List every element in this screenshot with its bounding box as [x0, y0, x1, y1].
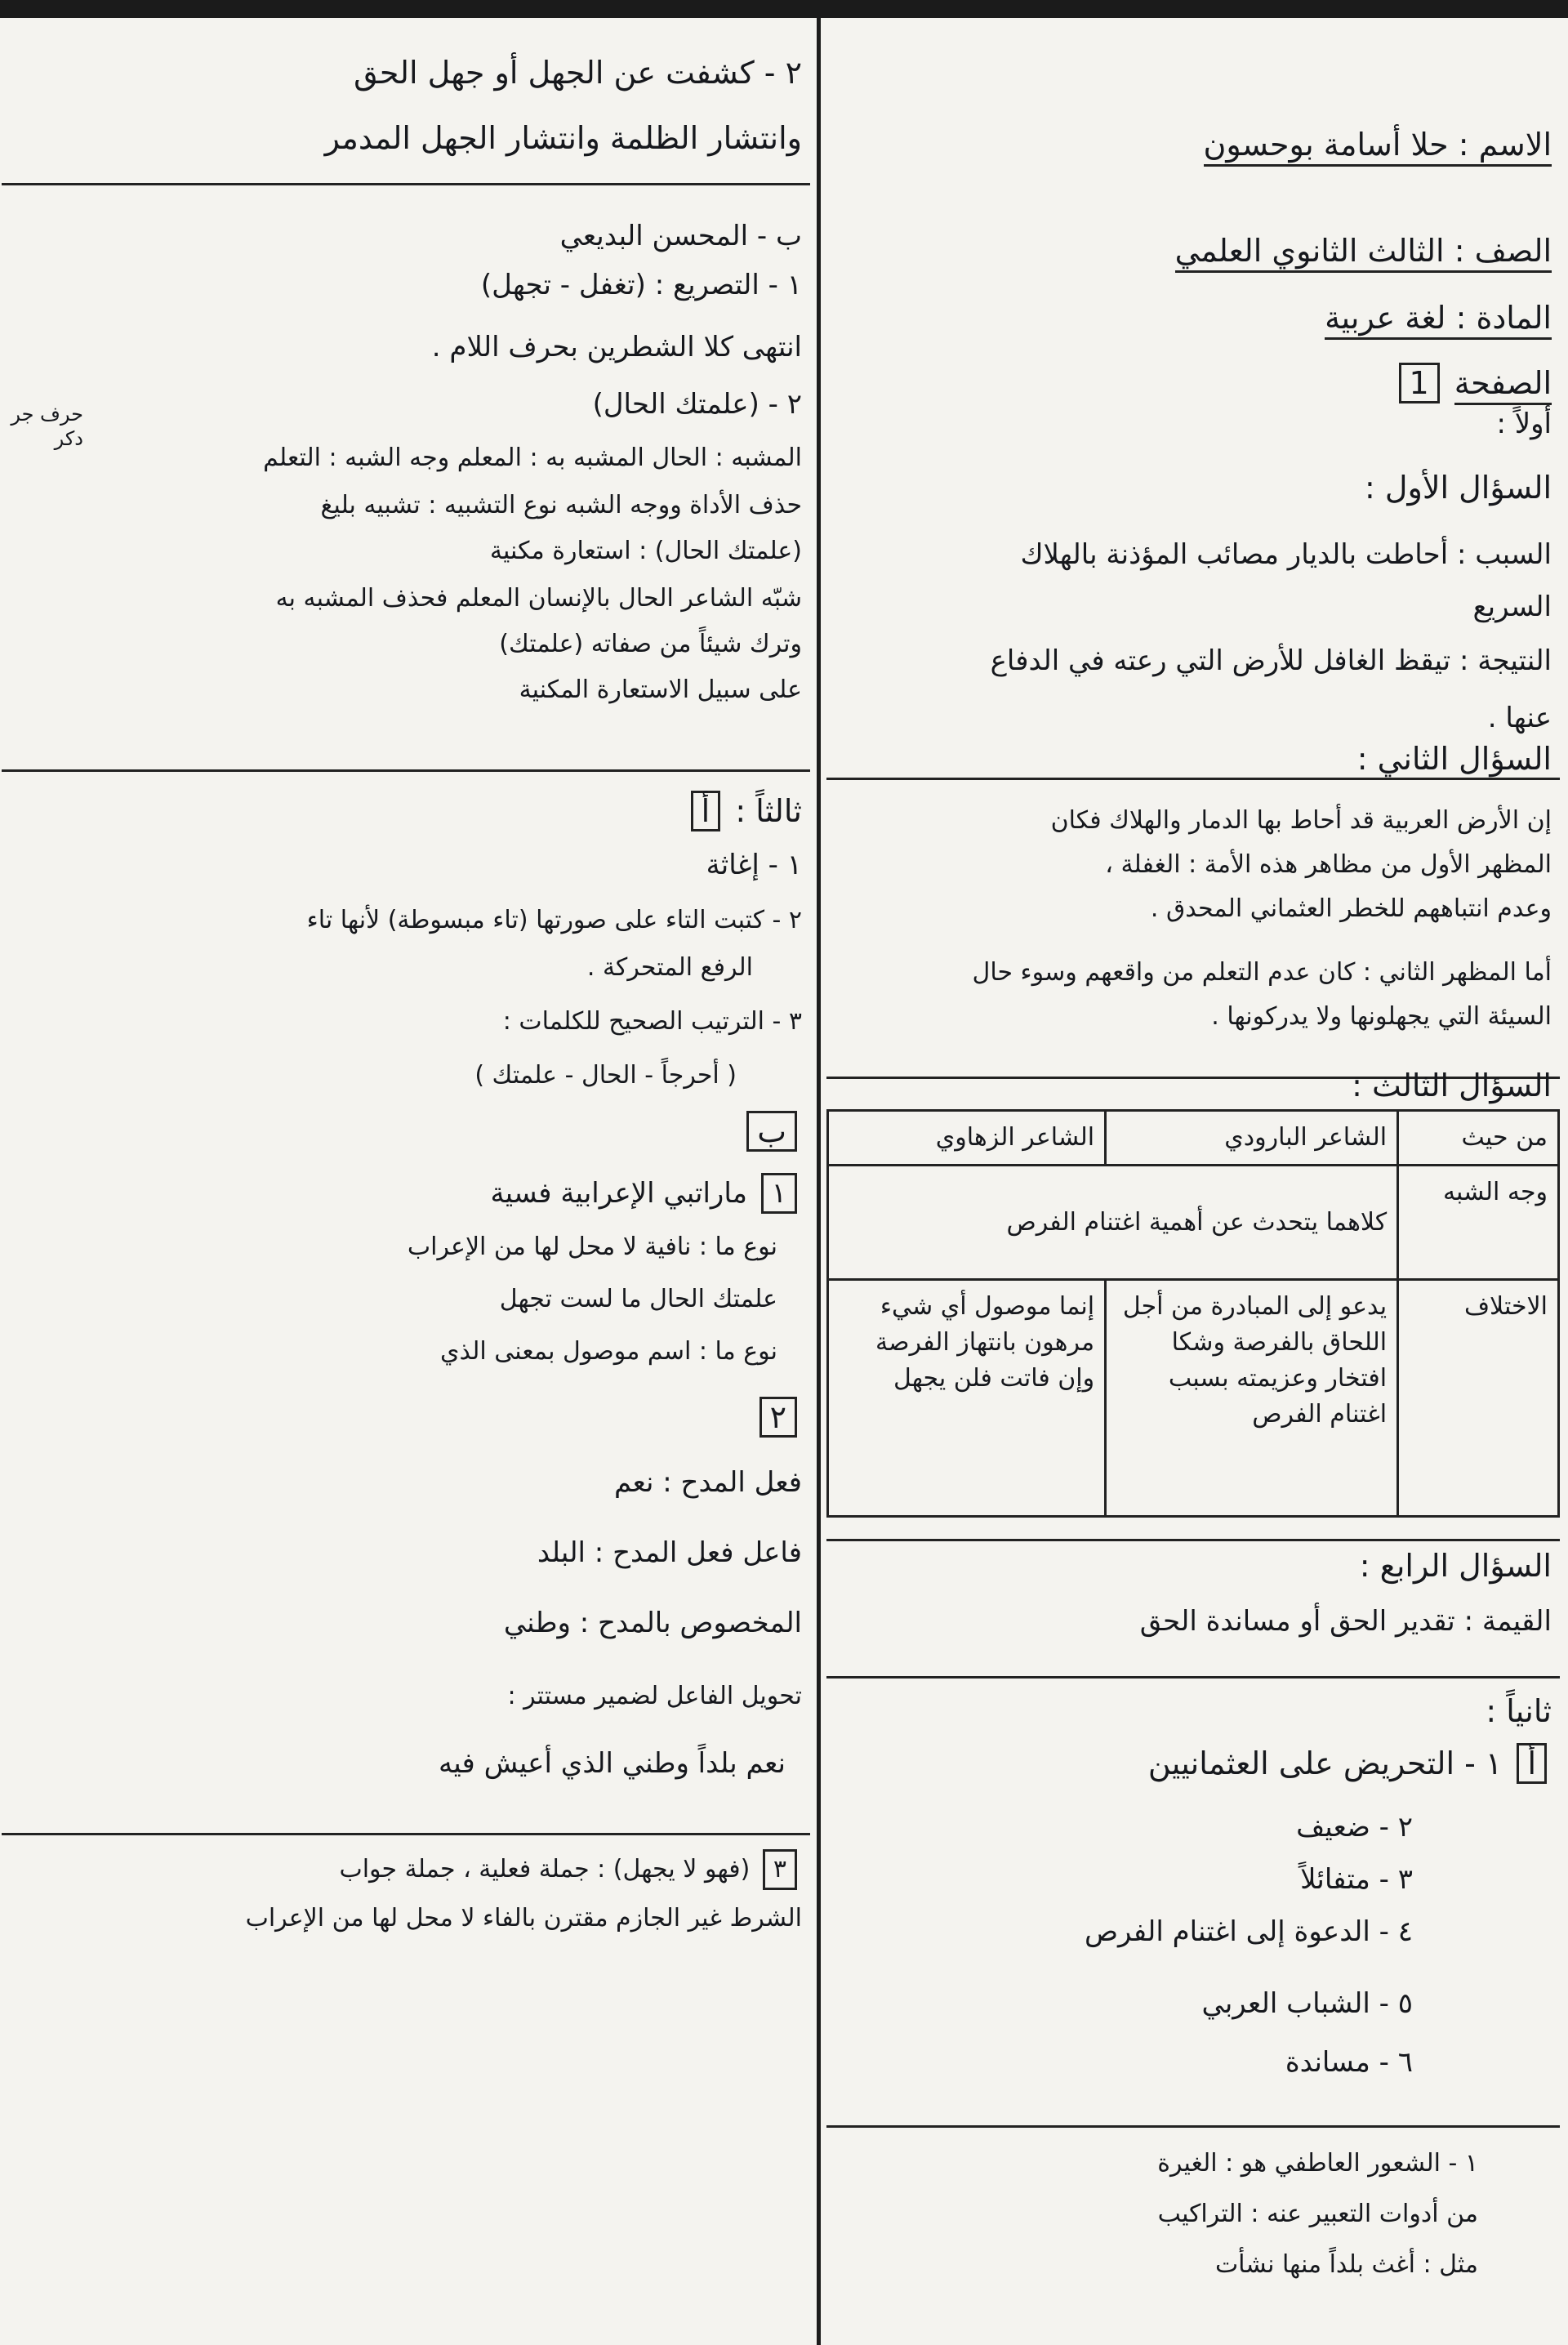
q4-title: السؤال الرابع : — [1359, 1548, 1552, 1584]
b2-heading — [18, 1109, 802, 1153]
b-line-5: حذف الأداة ووجه الشبه نوع التشبيه : تشبيه بليغ — [320, 491, 802, 519]
scan-top-edge — [0, 0, 1568, 18]
q2-line-4: أما المظهر الثاني : كان عدم التعلم من واقعهم وسوء حال — [972, 958, 1552, 987]
table-header-cell: الشاعر البارودي — [1106, 1111, 1398, 1166]
subject-line: المادة : لغة عربية — [835, 296, 1552, 340]
divider-second — [826, 2125, 1560, 2128]
second-item-2: ٢ - ضعيف — [1296, 1811, 1413, 1843]
third-title-text: ثالثاً : — [735, 793, 802, 829]
second-item-1-text: ١ - التحريض على العثمانيين — [1147, 1745, 1503, 1781]
third-line-1: ١ - إغاثة — [706, 849, 802, 881]
q2-line-5: السيئة التي يجهلونها ولا يدركونها . — [1211, 1002, 1552, 1031]
second-box-a: أ — [1517, 1743, 1547, 1784]
b3-line-2: الشرط غير الجازم مقترن بالفاء لا محل لها من الإعراب — [245, 1904, 802, 1933]
q2-line-3: وعدم انتباههم للخطر العثماني المحدق . — [1150, 894, 1552, 923]
q1-result-line-1: النتيجة : تيقظ الغافل للأرض التي رعته في الدفاع — [990, 644, 1552, 677]
b-line-9: على سبيل الاستعارة المكنية — [519, 675, 802, 704]
table-row — [828, 1111, 1559, 1166]
third-line-4: ٣ - الترتيب الصحيح للكلمات : — [502, 1007, 802, 1036]
page-label: الصفحة 1 — [835, 361, 1552, 405]
table-row — [828, 1166, 1559, 1280]
third-line-3: الرفع المتحركة . — [586, 953, 753, 982]
bottom-line-1: ١ - الشعور العاطفي هو : الغيرة — [1157, 2149, 1478, 2178]
third-title — [18, 789, 802, 833]
difference-label: الاختلاف — [1398, 1280, 1559, 1517]
third-box-a: أ — [691, 791, 721, 831]
column-divider — [817, 18, 821, 2345]
b-line-4: المشبه : الحال المشبه به : المعلم وجه الشبه : التعلم — [263, 444, 802, 472]
comparison-table — [826, 1109, 1560, 1518]
q2-title: السؤال الثاني : — [1356, 741, 1552, 777]
b2-item-1-c: نوع ما : اسم موصول بمعنى الذي — [440, 1337, 777, 1366]
bottom-line-3: مثل : أغث بلداً منها نشأت — [1214, 2250, 1478, 2279]
divider-b2 — [2, 1833, 810, 1835]
b2-item-1 — [18, 1171, 802, 1215]
b-line-7: شبّه الشاعر الحال بالإنسان المعلم فحذف المشبه به — [275, 584, 802, 613]
second-item-6: ٦ - مساندة — [1285, 2046, 1413, 2079]
third-line-5: ( أحرجاً - الحال - علمتك ) — [474, 1061, 737, 1090]
second-item-5: ٥ - الشباب العربي — [1201, 1987, 1413, 2020]
right-column — [826, 18, 1560, 2345]
divider-top — [2, 183, 810, 185]
b2-item-1-box: ١ — [761, 1173, 797, 1214]
b3-box: ٣ — [763, 1849, 797, 1890]
side-note: حرف جر دكر — [11, 403, 83, 450]
class-line: الصف : الثالث الثانوي العلمي — [835, 229, 1552, 273]
similarity-label: وجه الشبه — [1398, 1166, 1559, 1280]
section-first-heading: أولاً : — [1496, 408, 1552, 440]
table-header-cell: الشاعر الزهاوي — [828, 1111, 1106, 1166]
student-name-line: الاسم : حلا أسامة بوحسون — [835, 123, 1552, 167]
b-line-6: (علمتك الحال) : استعارة مكنية — [489, 537, 802, 565]
b2-item-2-e: نعم بلداً وطني الذي أعيش فيه — [439, 1747, 786, 1780]
q3-title: السؤال الثالث : — [1352, 1068, 1552, 1103]
b2-item-2-d: تحويل الفاعل لضمير مستتر : — [507, 1682, 802, 1710]
q1-result-line-2: عنها . — [1487, 702, 1552, 734]
page-number-box: 1 — [1399, 363, 1440, 403]
q2-line-2: المظهر الأول من مظاهر هذه الأمة : الغفلة ، — [1105, 850, 1552, 879]
bottom-line-2: من أدوات التعبير عنه : التراكيب — [1157, 2200, 1478, 2228]
b3-line-1 — [18, 1848, 802, 1892]
divider-q3 — [826, 1539, 1560, 1541]
b-line-3: ٢ - (علمتك الحال) — [592, 388, 802, 421]
answer-sheet — [0, 18, 1568, 2345]
b-line-8: وترك شيئاً من صفاته (علمتك) — [499, 630, 802, 658]
q1-title: السؤال الأول : — [1365, 470, 1552, 506]
third-line-2: ٢ - كتبت التاء على صورتها (تاء مبسوطة) لأنها تاء — [306, 906, 802, 934]
q1-cause-line-1: السبب : أحاطت بالديار مصائب المؤذنة بالهلاك — [1020, 538, 1552, 571]
second-title: ثانياً : — [1486, 1693, 1552, 1729]
top-line-1: ٢ - كشفت عن الجهل أو جهل الحق — [354, 55, 802, 91]
table-header-cell: من حيث — [1398, 1111, 1559, 1166]
b-line-1: ١ - التصريع : (تغفل - تجهل) — [480, 269, 802, 301]
b2-box: ب — [746, 1111, 797, 1152]
second-item-4: ٤ - الدعوة إلى اغتنام الفرص — [1084, 1915, 1413, 1948]
q1-cause-line-2: السريع — [1472, 591, 1552, 623]
second-item-1 — [835, 1741, 1552, 1785]
b2-item-2-b: فاعل فعل المدح : البلد — [537, 1536, 802, 1569]
table-row — [828, 1280, 1559, 1517]
b2-item-1-a: نوع ما : نافية لا محل لها من الإعراب — [407, 1233, 777, 1261]
top-line-2: وانتشار الظلمة وانتشار الجهل المدمر — [324, 120, 802, 156]
b3-line-1-text: (فهو لا يجهل) : جملة فعلية ، جملة جواب — [339, 1855, 751, 1884]
left-column — [10, 18, 810, 2345]
b2-item-1-b: علمتك الحال ما لست تجهل — [499, 1285, 777, 1313]
q4-value-line: القيمة : تقدير الحق أو مساندة الحق — [1139, 1605, 1552, 1638]
b2-item-1-text: ماراتبي الإعرابية فسية — [490, 1177, 747, 1210]
b2-item-2-heading — [18, 1395, 802, 1439]
b-section-title: ب - المحسن البديعي — [559, 220, 802, 252]
b-line-2: انتهى كلا الشطرين بحرف اللام . — [431, 331, 802, 363]
b2-item-2-box: ٢ — [760, 1397, 797, 1438]
divider-q4 — [826, 1676, 1560, 1679]
second-item-3: ٣ - متفائلاً — [1300, 1863, 1413, 1896]
q2-line-1: إن الأرض العربية قد أحاط بها الدمار والهلاك فكان — [1050, 806, 1552, 835]
b2-item-2-a: فعل المدح : نعم — [613, 1466, 802, 1499]
divider-b — [2, 769, 810, 772]
b2-item-2-c: المخصوص بالمدح : وطني — [503, 1607, 802, 1639]
difference-barudi: يدعو إلى المبادرة من أجل اللحاق بالفرصة وشكا افتخار وعزيمته بسبب اغتنام الفرص — [1106, 1280, 1398, 1517]
difference-zahawi: إنما موصول أي شيء مرهون بانتهاز الفرصة وإن فاتت فلن يجهل — [828, 1280, 1106, 1517]
similarity-value: كلاهما يتحدث عن أهمية اغتنام الفرص — [828, 1166, 1398, 1280]
